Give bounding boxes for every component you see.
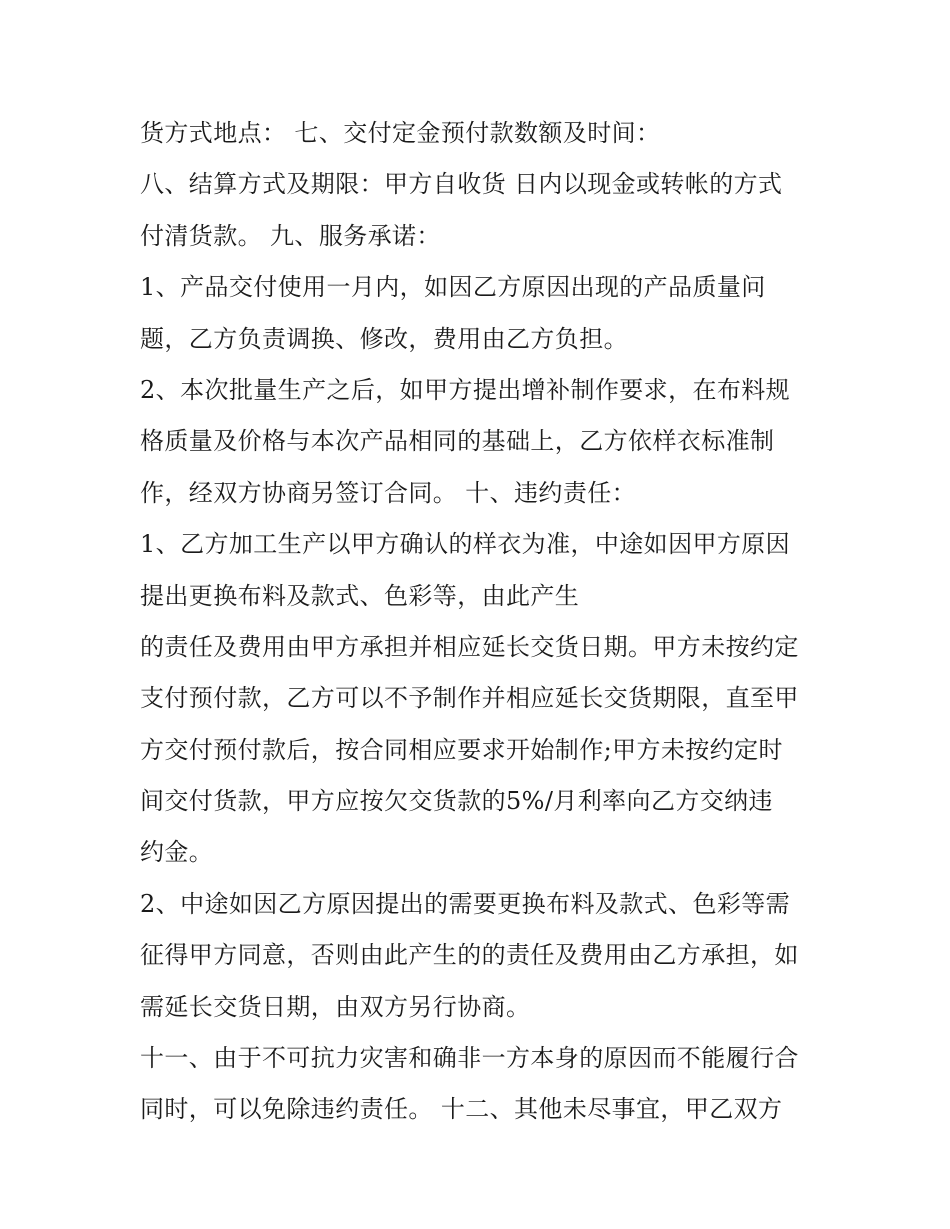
text-line: 需延长交货日期，由双方另行协商。: [140, 992, 531, 1021]
text-line: 2、中途如因乙方原因提出的需要更换布料及款式、色彩等需: [140, 889, 791, 918]
text-line: 格质量及价格与本次产品相同的基础上，乙方依样衣标准制: [140, 427, 775, 456]
text-line: 付清货款。 九、服务承诺：: [140, 221, 441, 250]
text-line: 方交付预付款后，按合同相应要求开始制作;甲方未按约定时: [140, 735, 783, 764]
contract-text: [140, 108, 840, 1136]
text-line: 间交付货款，甲方应按欠交货款的5%/月利率向乙方交纳违: [140, 787, 773, 816]
text-line: 货方式地点： 七、交付定金预付款数额及时间：: [140, 119, 661, 147]
text-line: 十一、由于不可抗力灾害和确非一方本身的原因而不能履行合: [140, 1044, 799, 1073]
text-line: 支付预付款，乙方可以不予制作并相应延长交货期限，直至甲: [140, 684, 799, 713]
text-line: 八、结算方式及期限：甲方自收货 日内以现金或转帐的方式: [140, 170, 783, 199]
text-line: 题，乙方负责调换、修改，费用由乙方负担。: [140, 324, 628, 353]
text-line: 2、本次批量生产之后，如甲方提出增补制作要求，在布料规: [140, 375, 791, 404]
text-line: 征得甲方同意，否则由此产生的的责任及费用由乙方承担，如: [140, 941, 799, 970]
text-line: 作，经双方协商另签订合同。 十、违约责任：: [140, 478, 637, 507]
text-line: 的责任及费用由甲方承担并相应延长交货日期。甲方未按约定: [140, 632, 799, 661]
text-line: 1、乙方加工生产以甲方确认的样衣为准，中途如因甲方原因: [140, 530, 791, 559]
text-line: 约金。: [140, 838, 214, 867]
text-line: 提出更换布料及款式、色彩等，由此产生: [140, 581, 580, 610]
text-line: 同时，可以免除违约责任。 十二、其他未尽事宜，甲乙双方: [140, 1095, 783, 1124]
text-line: 1、产品交付使用一月内，如因乙方原因出现的产品质量问: [140, 273, 766, 302]
